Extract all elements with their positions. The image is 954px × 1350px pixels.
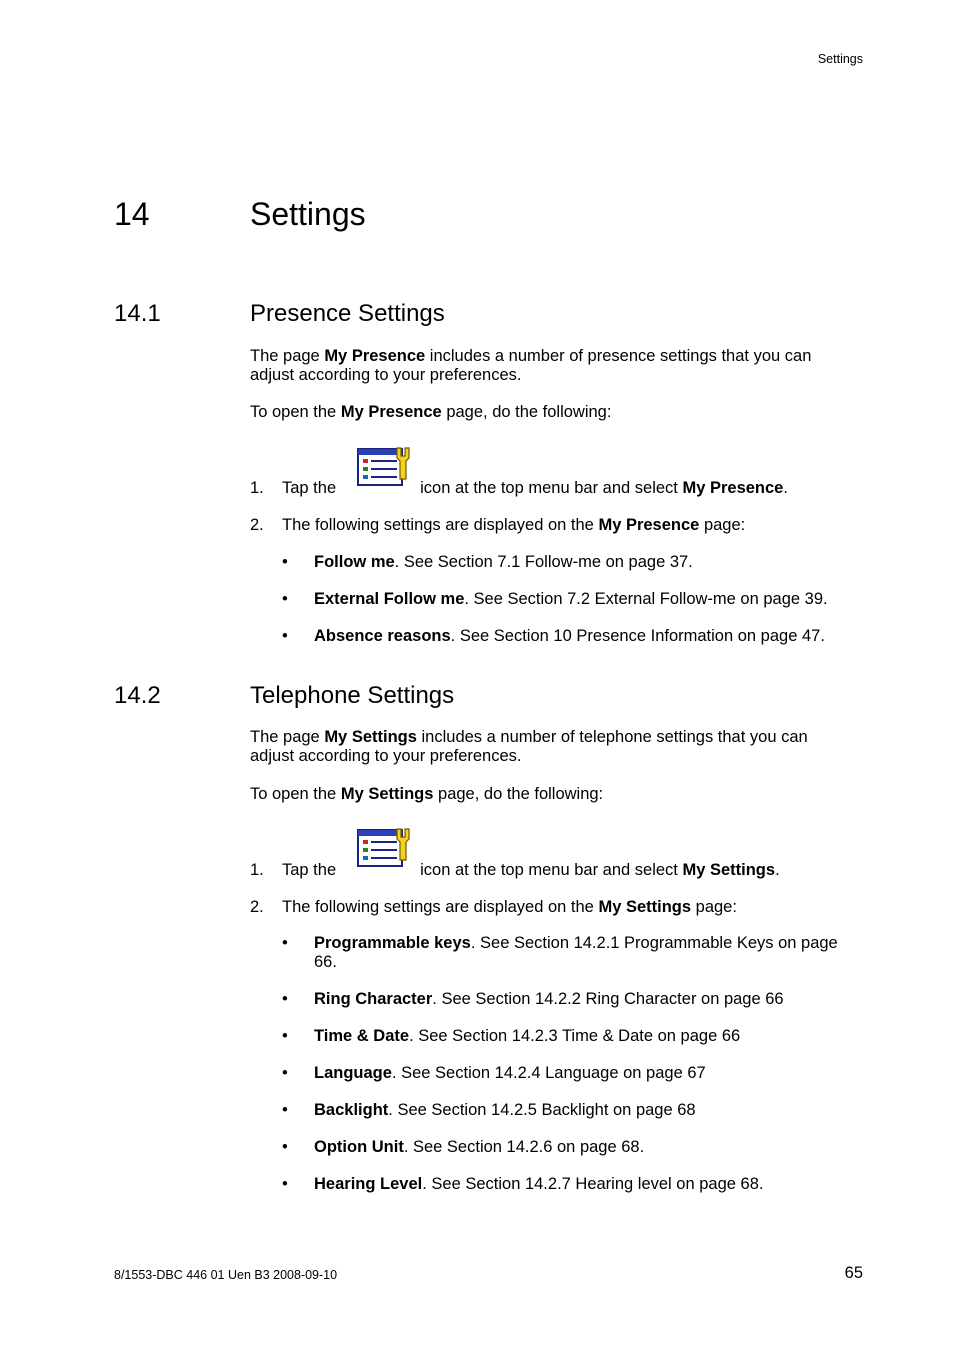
list-item: Backlight. See Section 14.2.5 Backlight on page 68: [314, 1101, 696, 1119]
step-text: Tap the icon at the top menu bar and select My Presence.: [282, 479, 788, 497]
bullet-glyph: •: [282, 627, 288, 645]
list-item: Language. See Section 14.2.4 Language on page 67: [314, 1064, 706, 1082]
bullet-glyph: •: [282, 1138, 288, 1156]
running-header: Settings: [817, 52, 863, 66]
list-item: Programmable keys. See Section 14.2.1 Programmable Keys on page 66.: [314, 934, 838, 971]
chapter-title: Settings: [250, 196, 366, 232]
list-item: Time & Date. See Section 14.2.3 Time & Date on page 66: [314, 1027, 741, 1045]
open-instruction: To open the My Settings page, do the following:: [250, 785, 604, 803]
list-item: Hearing Level. See Section 14.2.7 Hearing level on page 68.: [314, 1175, 764, 1193]
bullet-glyph: •: [282, 553, 288, 571]
step-number: 1.: [250, 861, 264, 879]
footer-doc-id: 8/1553-DBC 446 01 Uen B3 2008-09-10: [114, 1268, 338, 1282]
step-text: The following settings are displayed on the My Presence page:: [282, 516, 746, 534]
section-intro: The page My Presence includes a number of presence settings that you can adjust according to your preferences.: [250, 347, 812, 384]
list-item: Option Unit. See Section 14.2.6 on page 68.: [314, 1138, 645, 1156]
bullet-glyph: •: [282, 590, 288, 608]
settings-list-wrench-icon: [357, 446, 413, 488]
page-number: 65: [844, 1264, 863, 1282]
section-number: 14.1: [114, 300, 161, 327]
step-text: Tap the icon at the top menu bar and select My Settings.: [282, 861, 780, 879]
chapter-number: 14: [114, 196, 150, 232]
step-number: 1.: [250, 479, 264, 497]
bullet-glyph: •: [282, 1027, 288, 1045]
step-number: 2.: [250, 516, 264, 534]
section-number: 14.2: [114, 682, 161, 709]
section-title: Telephone Settings: [250, 682, 455, 709]
list-item: Absence reasons. See Section 10 Presence Information on page 47.: [314, 627, 825, 645]
settings-list-wrench-icon: [357, 827, 413, 869]
bullet-glyph: •: [282, 990, 288, 1008]
section-intro: The page My Settings includes a number of telephone settings that you can adjust according to your preferences.: [250, 728, 808, 765]
section-title: Presence Settings: [250, 300, 445, 327]
list-item: Follow me. See Section 7.1 Follow-me on page 37.: [314, 553, 693, 571]
open-instruction: To open the My Presence page, do the following:: [250, 403, 612, 421]
step-text: The following settings are displayed on the My Settings page:: [282, 898, 737, 916]
bullet-glyph: •: [282, 1101, 288, 1119]
step-number: 2.: [250, 898, 264, 916]
bullet-glyph: •: [282, 1175, 288, 1193]
list-item: Ring Character. See Section 14.2.2 Ring Character on page 66: [314, 990, 784, 1008]
list-item: External Follow me. See Section 7.2 External Follow-me on page 39.: [314, 590, 828, 608]
bullet-glyph: •: [282, 934, 288, 952]
bullet-glyph: •: [282, 1064, 288, 1082]
